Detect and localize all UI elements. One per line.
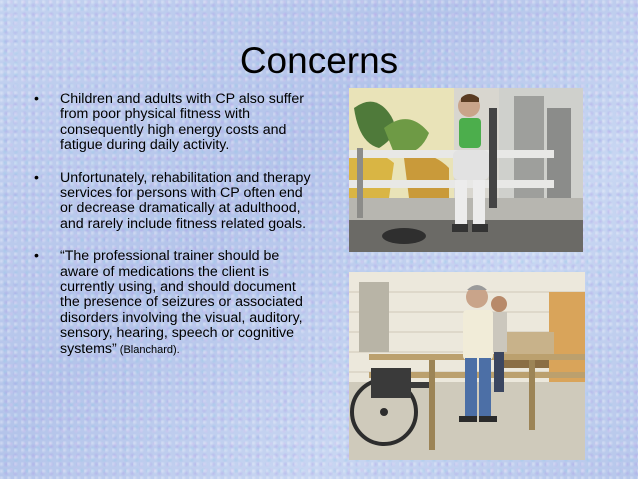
slide-title: Concerns	[239, 40, 399, 81]
child-gait-trainer-photo-icon	[349, 88, 583, 252]
bullet-text: Unfortunately, rehabilitation and therapy services for persons with CP often end or decrease dramatically at adulthood, and rarely include fitness related goals.	[60, 169, 311, 232]
bullet-text: Children and adults with CP also suffer from poor physical fitness with consequently high energy costs and fatigue during daily activity.	[60, 91, 304, 154]
bullet-list	[34, 92, 314, 375]
bullet-item	[34, 249, 314, 358]
therapist-parallel-bars-photo-icon	[349, 272, 585, 460]
bullet-dot: •	[34, 91, 39, 107]
bullet-item	[34, 171, 314, 233]
bullet-citation: (Blanchard).	[116, 343, 180, 356]
child-gait-trainer-photo	[349, 88, 583, 252]
therapist-parallel-bars-photo	[349, 272, 585, 460]
bullet-dot: •	[34, 248, 39, 265]
bullet-text: “The professional trainer should be aware of medications the client is currently using, and should document the presence of seizures or associated disorders involving the visual, auditory, sensory, hearing, speech or cognitive systems”	[60, 248, 303, 357]
bullet-item	[34, 92, 314, 154]
bullet-dot: •	[34, 169, 39, 186]
